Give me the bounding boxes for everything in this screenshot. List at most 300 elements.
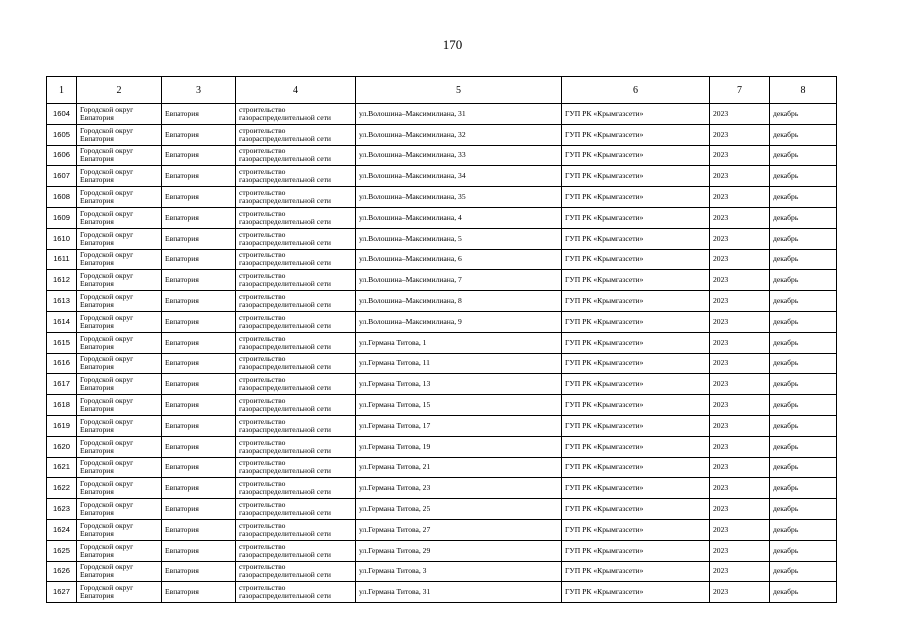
district-line-2: Евпатория	[80, 279, 114, 289]
month-cell: декабрь	[770, 207, 837, 228]
row-number-cell: 1610	[47, 228, 77, 249]
row-number-cell: 1618	[47, 395, 77, 416]
table-row	[47, 291, 837, 312]
year-cell: 2023	[710, 415, 770, 436]
district-line-1: Городской округ	[80, 437, 134, 447]
district-line-1: Городской округ	[80, 271, 134, 281]
district-cell	[77, 395, 162, 416]
address-cell: ул.Германа Титова, 1	[356, 332, 562, 353]
month-cell: декабрь	[770, 145, 837, 166]
work-type-line-1: строительство	[239, 375, 286, 385]
organization-cell: ГУП РК «Крымгазсети»	[562, 519, 710, 540]
district-cell	[77, 519, 162, 540]
district-cell	[77, 291, 162, 312]
city-cell: Евпатория	[162, 166, 236, 187]
work-type-cell	[236, 395, 356, 416]
work-type-line-2: газораспределительной сети	[239, 133, 331, 143]
address-cell: ул.Германа Титова, 13	[356, 374, 562, 395]
district-cell	[77, 104, 162, 125]
column-header-4: 4	[236, 77, 356, 104]
district-cell	[77, 207, 162, 228]
column-header-2: 2	[77, 77, 162, 104]
table-row	[47, 561, 837, 582]
district-line-2: Евпатория	[80, 528, 114, 538]
work-type-cell	[236, 332, 356, 353]
district-line-2: Евпатория	[80, 300, 114, 310]
district-cell	[77, 436, 162, 457]
organization-cell: ГУП РК «Крымгазсети»	[562, 353, 710, 374]
district-line-2: Евпатория	[80, 466, 114, 476]
month-cell: декабрь	[770, 291, 837, 312]
row-number-cell: 1612	[47, 270, 77, 291]
row-number-cell: 1625	[47, 540, 77, 561]
work-type-line-1: строительство	[239, 125, 286, 135]
district-line-1: Городской округ	[80, 125, 134, 135]
city-cell: Евпатория	[162, 457, 236, 478]
district-line-1: Городской округ	[80, 229, 134, 239]
year-cell: 2023	[710, 124, 770, 145]
city-cell: Евпатория	[162, 124, 236, 145]
table-row	[47, 207, 837, 228]
district-line-1: Городской округ	[80, 500, 134, 510]
work-type-cell	[236, 374, 356, 395]
district-line-2: Евпатория	[80, 487, 114, 497]
district-cell	[77, 540, 162, 561]
city-cell: Евпатория	[162, 582, 236, 603]
table-row	[47, 124, 837, 145]
work-type-cell	[236, 291, 356, 312]
work-type-line-2: газораспределительной сети	[239, 528, 331, 538]
work-type-line-2: газораспределительной сети	[239, 279, 331, 289]
city-cell: Евпатория	[162, 478, 236, 499]
month-cell: декабрь	[770, 582, 837, 603]
work-type-line-2: газораспределительной сети	[239, 404, 331, 414]
work-type-cell	[236, 249, 356, 270]
district-line-2: Евпатория	[80, 591, 114, 601]
work-type-cell	[236, 228, 356, 249]
organization-cell: ГУП РК «Крымгазсети»	[562, 291, 710, 312]
district-cell	[77, 124, 162, 145]
table-row	[47, 457, 837, 478]
city-cell: Евпатория	[162, 104, 236, 125]
registry-table	[46, 76, 837, 603]
district-cell	[77, 353, 162, 374]
district-line-1: Городской округ	[80, 292, 134, 302]
work-type-line-2: газораспределительной сети	[239, 237, 331, 247]
month-cell: декабрь	[770, 311, 837, 332]
address-cell: ул.Волошина–Максимилиана, 9	[356, 311, 562, 332]
year-cell: 2023	[710, 582, 770, 603]
work-type-line-1: строительство	[239, 458, 286, 468]
year-cell: 2023	[710, 499, 770, 520]
address-cell: ул.Германа Титова, 31	[356, 582, 562, 603]
work-type-line-2: газораспределительной сети	[239, 362, 331, 372]
month-cell: декабрь	[770, 187, 837, 208]
work-type-cell	[236, 104, 356, 125]
district-line-2: Евпатория	[80, 341, 114, 351]
address-cell: ул.Германа Титова, 27	[356, 519, 562, 540]
address-cell: ул.Волошина–Максимилиана, 34	[356, 166, 562, 187]
address-cell: ул.Волошина–Максимилиана, 4	[356, 207, 562, 228]
month-cell: декабрь	[770, 540, 837, 561]
district-line-2: Евпатория	[80, 424, 114, 434]
organization-cell: ГУП РК «Крымгазсети»	[562, 104, 710, 125]
year-cell: 2023	[710, 519, 770, 540]
year-cell: 2023	[710, 207, 770, 228]
organization-cell: ГУП РК «Крымгазсети»	[562, 457, 710, 478]
work-type-line-2: газораспределительной сети	[239, 216, 331, 226]
district-line-1: Городской округ	[80, 479, 134, 489]
district-cell	[77, 270, 162, 291]
district-line-2: Евпатория	[80, 445, 114, 455]
table-row	[47, 166, 837, 187]
district-line-2: Евпатория	[80, 216, 114, 226]
district-line-1: Городской округ	[80, 396, 134, 406]
year-cell: 2023	[710, 228, 770, 249]
district-line-2: Евпатория	[80, 508, 114, 518]
row-number-cell: 1624	[47, 519, 77, 540]
district-line-1: Городской округ	[80, 104, 134, 114]
district-line-2: Евпатория	[80, 112, 114, 122]
district-line-1: Городской округ	[80, 562, 134, 572]
work-type-cell	[236, 436, 356, 457]
organization-cell: ГУП РК «Крымгазсети»	[562, 478, 710, 499]
page-number: 170	[442, 37, 463, 52]
row-number-cell: 1611	[47, 249, 77, 270]
work-type-cell	[236, 540, 356, 561]
work-type-line-2: газораспределительной сети	[239, 570, 331, 580]
district-line-2: Евпатория	[80, 175, 114, 185]
city-cell: Евпатория	[162, 499, 236, 520]
work-type-line-2: газораспределительной сети	[239, 508, 331, 518]
work-type-line-1: строительство	[239, 271, 286, 281]
table-row	[47, 374, 837, 395]
column-header-5: 5	[356, 77, 562, 104]
city-cell: Евпатория	[162, 415, 236, 436]
year-cell: 2023	[710, 353, 770, 374]
table-row	[47, 249, 837, 270]
address-cell: ул.Волошина–Максимилиана, 5	[356, 228, 562, 249]
table-row	[47, 395, 837, 416]
district-line-1: Городской округ	[80, 146, 134, 156]
organization-cell: ГУП РК «Крымгазсети»	[562, 415, 710, 436]
table-row	[47, 478, 837, 499]
district-line-1: Городской округ	[80, 333, 134, 343]
district-cell	[77, 374, 162, 395]
district-line-2: Евпатория	[80, 154, 114, 164]
work-type-line-1: строительство	[239, 229, 286, 239]
work-type-cell	[236, 145, 356, 166]
district-line-2: Евпатория	[80, 237, 114, 247]
district-line-1: Городской округ	[80, 188, 134, 198]
month-cell: декабрь	[770, 270, 837, 291]
month-cell: декабрь	[770, 478, 837, 499]
row-number-cell: 1606	[47, 145, 77, 166]
organization-cell: ГУП РК «Крымгазсети»	[562, 540, 710, 561]
district-cell	[77, 249, 162, 270]
organization-cell: ГУП РК «Крымгазсети»	[562, 436, 710, 457]
table-row	[47, 582, 837, 603]
address-cell: ул.Волошина–Максимилиана, 31	[356, 104, 562, 125]
year-cell: 2023	[710, 270, 770, 291]
row-number-cell: 1607	[47, 166, 77, 187]
work-type-line-1: строительство	[239, 167, 286, 177]
work-type-line-1: строительство	[239, 188, 286, 198]
work-type-line-2: газораспределительной сети	[239, 175, 331, 185]
year-cell: 2023	[710, 436, 770, 457]
month-cell: декабрь	[770, 415, 837, 436]
work-type-cell	[236, 270, 356, 291]
work-type-line-1: строительство	[239, 292, 286, 302]
work-type-line-2: газораспределительной сети	[239, 383, 331, 393]
address-cell: ул.Германа Титова, 29	[356, 540, 562, 561]
work-type-line-1: строительство	[239, 354, 286, 364]
month-cell: декабрь	[770, 353, 837, 374]
organization-cell: ГУП РК «Крымгазсети»	[562, 249, 710, 270]
year-cell: 2023	[710, 187, 770, 208]
district-line-2: Евпатория	[80, 258, 114, 268]
district-line-1: Городской округ	[80, 416, 134, 426]
work-type-line-2: газораспределительной сети	[239, 112, 331, 122]
work-type-cell	[236, 207, 356, 228]
table-row	[47, 436, 837, 457]
row-number-cell: 1623	[47, 499, 77, 520]
district-line-2: Евпатория	[80, 196, 114, 206]
address-cell: ул.Германа Титова, 3	[356, 561, 562, 582]
row-number-cell: 1627	[47, 582, 77, 603]
work-type-line-1: строительство	[239, 333, 286, 343]
table-row	[47, 353, 837, 374]
year-cell: 2023	[710, 540, 770, 561]
table-row	[47, 311, 837, 332]
year-cell: 2023	[710, 374, 770, 395]
district-line-2: Евпатория	[80, 362, 114, 372]
work-type-line-2: газораспределительной сети	[239, 341, 331, 351]
city-cell: Евпатория	[162, 249, 236, 270]
year-cell: 2023	[710, 249, 770, 270]
district-line-1: Городской округ	[80, 541, 134, 551]
table-row	[47, 519, 837, 540]
city-cell: Евпатория	[162, 270, 236, 291]
month-cell: декабрь	[770, 561, 837, 582]
column-header-7: 7	[710, 77, 770, 104]
work-type-line-1: строительство	[239, 437, 286, 447]
year-cell: 2023	[710, 311, 770, 332]
row-number-cell: 1621	[47, 457, 77, 478]
district-line-1: Городской округ	[80, 520, 134, 530]
address-cell: ул.Германа Титова, 11	[356, 353, 562, 374]
organization-cell: ГУП РК «Крымгазсети»	[562, 207, 710, 228]
organization-cell: ГУП РК «Крымгазсети»	[562, 499, 710, 520]
city-cell: Евпатория	[162, 207, 236, 228]
district-cell	[77, 415, 162, 436]
address-cell: ул.Волошина–Максимилиана, 35	[356, 187, 562, 208]
work-type-cell	[236, 353, 356, 374]
table-body	[47, 104, 837, 603]
row-number-cell: 1605	[47, 124, 77, 145]
column-header-1: 1	[47, 77, 77, 104]
table-row	[47, 415, 837, 436]
row-number-cell: 1608	[47, 187, 77, 208]
table-row	[47, 270, 837, 291]
district-line-2: Евпатория	[80, 383, 114, 393]
work-type-line-2: газораспределительной сети	[239, 154, 331, 164]
work-type-line-2: газораспределительной сети	[239, 487, 331, 497]
address-cell: ул.Германа Титова, 17	[356, 415, 562, 436]
column-header-3: 3	[162, 77, 236, 104]
year-cell: 2023	[710, 395, 770, 416]
district-cell	[77, 145, 162, 166]
table-row	[47, 187, 837, 208]
work-type-line-2: газораспределительной сети	[239, 466, 331, 476]
district-line-2: Евпатория	[80, 570, 114, 580]
work-type-cell	[236, 457, 356, 478]
month-cell: декабрь	[770, 124, 837, 145]
year-cell: 2023	[710, 145, 770, 166]
work-type-line-2: газораспределительной сети	[239, 591, 331, 601]
work-type-cell	[236, 311, 356, 332]
district-cell	[77, 478, 162, 499]
table-row	[47, 104, 837, 125]
address-cell: ул.Германа Титова, 25	[356, 499, 562, 520]
table-header	[47, 77, 837, 104]
work-type-line-1: строительство	[239, 562, 286, 572]
district-line-1: Городской округ	[80, 208, 134, 218]
district-line-1: Городской округ	[80, 354, 134, 364]
table-row	[47, 499, 837, 520]
city-cell: Евпатория	[162, 332, 236, 353]
city-cell: Евпатория	[162, 353, 236, 374]
row-number-cell: 1620	[47, 436, 77, 457]
city-cell: Евпатория	[162, 374, 236, 395]
work-type-line-1: строительство	[239, 250, 286, 260]
organization-cell: ГУП РК «Крымгазсети»	[562, 270, 710, 291]
city-cell: Евпатория	[162, 228, 236, 249]
header-row	[47, 77, 837, 104]
district-cell	[77, 166, 162, 187]
district-line-1: Городской округ	[80, 583, 134, 593]
row-number-cell: 1617	[47, 374, 77, 395]
row-number-cell: 1613	[47, 291, 77, 312]
work-type-cell	[236, 519, 356, 540]
month-cell: декабрь	[770, 332, 837, 353]
row-number-cell: 1614	[47, 311, 77, 332]
address-cell: ул.Волошина–Максимилиана, 32	[356, 124, 562, 145]
city-cell: Евпатория	[162, 395, 236, 416]
organization-cell: ГУП РК «Крымгазсети»	[562, 561, 710, 582]
address-cell: ул.Германа Титова, 21	[356, 457, 562, 478]
work-type-line-2: газораспределительной сети	[239, 549, 331, 559]
month-cell: декабрь	[770, 436, 837, 457]
address-cell: ул.Германа Титова, 19	[356, 436, 562, 457]
address-cell: ул.Волошина–Максимилиана, 33	[356, 145, 562, 166]
district-cell	[77, 228, 162, 249]
district-cell	[77, 561, 162, 582]
work-type-cell	[236, 561, 356, 582]
month-cell: декабрь	[770, 499, 837, 520]
work-type-line-1: строительство	[239, 541, 286, 551]
city-cell: Евпатория	[162, 311, 236, 332]
district-cell	[77, 499, 162, 520]
row-number-cell: 1609	[47, 207, 77, 228]
work-type-line-1: строительство	[239, 500, 286, 510]
work-type-line-2: газораспределительной сети	[239, 320, 331, 330]
year-cell: 2023	[710, 332, 770, 353]
column-header-8: 8	[770, 77, 837, 104]
organization-cell: ГУП РК «Крымгазсети»	[562, 332, 710, 353]
month-cell: декабрь	[770, 228, 837, 249]
organization-cell: ГУП РК «Крымгазсети»	[562, 582, 710, 603]
year-cell: 2023	[710, 478, 770, 499]
work-type-line-1: строительство	[239, 396, 286, 406]
table-row	[47, 145, 837, 166]
work-type-line-1: строительство	[239, 146, 286, 156]
work-type-line-2: газораспределительной сети	[239, 445, 331, 455]
city-cell: Евпатория	[162, 519, 236, 540]
month-cell: декабрь	[770, 519, 837, 540]
year-cell: 2023	[710, 291, 770, 312]
district-line-2: Евпатория	[80, 133, 114, 143]
work-type-line-1: строительство	[239, 479, 286, 489]
organization-cell: ГУП РК «Крымгазсети»	[562, 145, 710, 166]
work-type-cell	[236, 499, 356, 520]
organization-cell: ГУП РК «Крымгазсети»	[562, 395, 710, 416]
address-cell: ул.Волошина–Максимилиана, 6	[356, 249, 562, 270]
city-cell: Евпатория	[162, 561, 236, 582]
table-row	[47, 228, 837, 249]
district-line-1: Городской округ	[80, 458, 134, 468]
month-cell: декабрь	[770, 395, 837, 416]
work-type-cell	[236, 124, 356, 145]
table-row	[47, 540, 837, 561]
row-number-cell: 1622	[47, 478, 77, 499]
row-number-cell: 1626	[47, 561, 77, 582]
work-type-line-1: строительство	[239, 312, 286, 322]
column-header-6: 6	[562, 77, 710, 104]
district-line-1: Городской округ	[80, 375, 134, 385]
city-cell: Евпатория	[162, 540, 236, 561]
year-cell: 2023	[710, 104, 770, 125]
district-cell	[77, 457, 162, 478]
address-cell: ул.Германа Титова, 23	[356, 478, 562, 499]
organization-cell: ГУП РК «Крымгазсети»	[562, 124, 710, 145]
district-line-2: Евпатория	[80, 320, 114, 330]
city-cell: Евпатория	[162, 187, 236, 208]
work-type-line-2: газораспределительной сети	[239, 196, 331, 206]
row-number-cell: 1619	[47, 415, 77, 436]
address-cell: ул.Германа Титова, 15	[356, 395, 562, 416]
district-cell	[77, 311, 162, 332]
work-type-line-1: строительство	[239, 583, 286, 593]
address-cell: ул.Волошина–Максимилиана, 8	[356, 291, 562, 312]
work-type-line-1: строительство	[239, 208, 286, 218]
district-line-1: Городской округ	[80, 312, 134, 322]
work-type-line-1: строительство	[239, 104, 286, 114]
district-line-2: Евпатория	[80, 549, 114, 559]
month-cell: декабрь	[770, 249, 837, 270]
work-type-line-1: строительство	[239, 520, 286, 530]
month-cell: декабрь	[770, 104, 837, 125]
district-line-1: Городской округ	[80, 167, 134, 177]
year-cell: 2023	[710, 166, 770, 187]
district-cell	[77, 582, 162, 603]
row-number-cell: 1604	[47, 104, 77, 125]
work-type-line-2: газораспределительной сети	[239, 424, 331, 434]
work-type-cell	[236, 187, 356, 208]
month-cell: декабрь	[770, 166, 837, 187]
work-type-cell	[236, 415, 356, 436]
year-cell: 2023	[710, 561, 770, 582]
